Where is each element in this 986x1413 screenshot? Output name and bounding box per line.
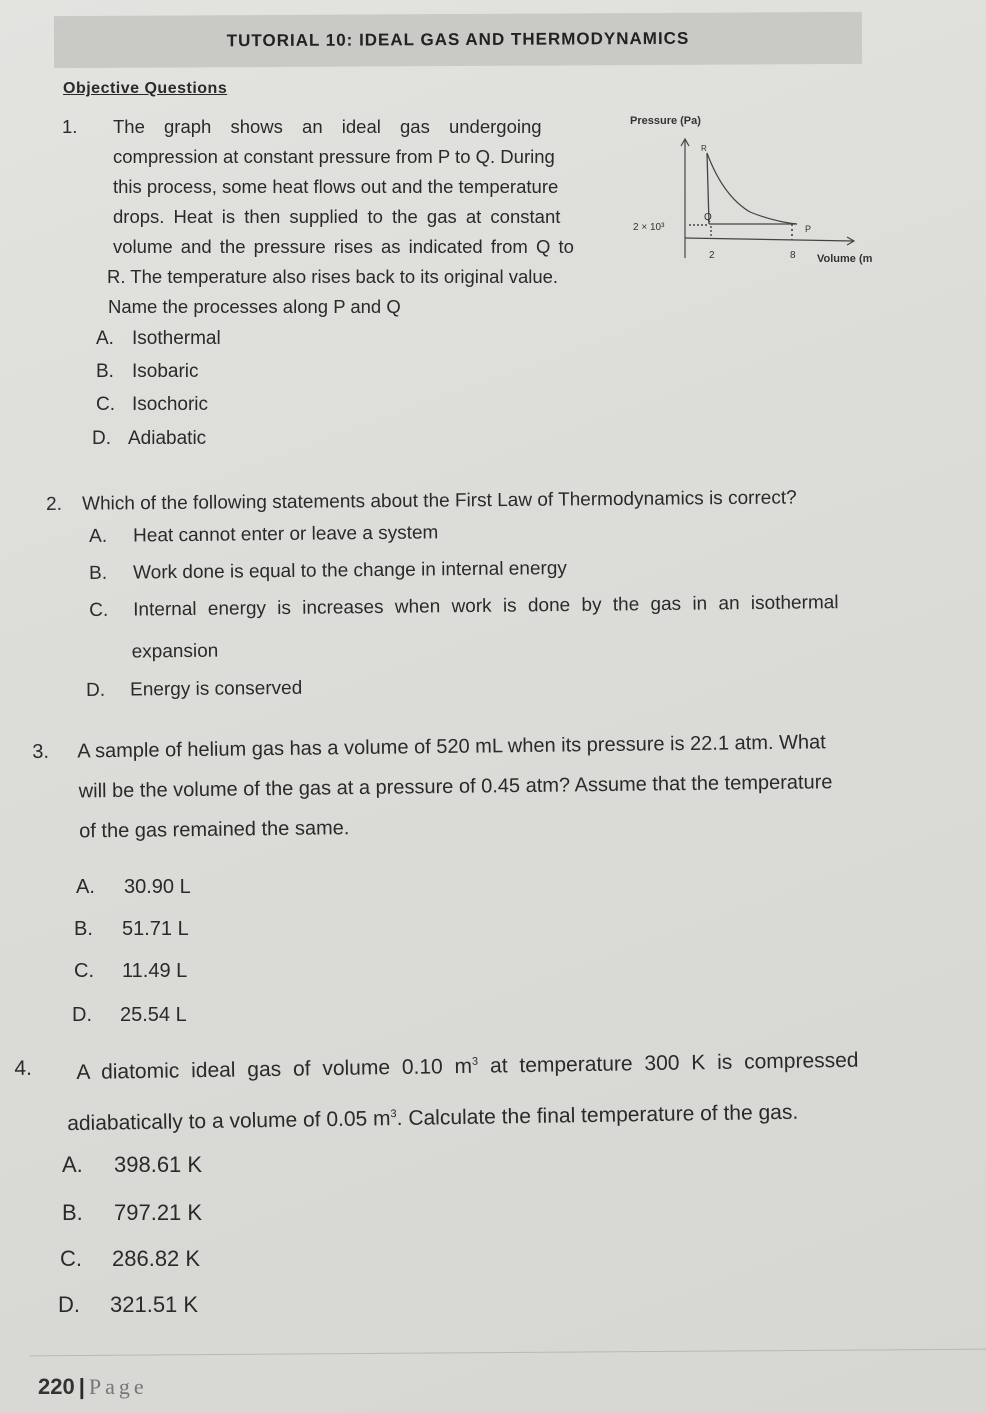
page-footer <box>38 1374 148 1400</box>
question-text-line: The graph shows an ideal gas undergoing <box>113 116 542 137</box>
q3-option-c[interactable] <box>74 960 187 983</box>
x-tick-label: 2 <box>709 250 715 261</box>
q2-option-b[interactable] <box>89 558 567 585</box>
question-1 <box>62 112 612 292</box>
question-text-line: compression at constant pressure from P to Q. During <box>113 146 555 167</box>
option-text: Energy is conserved <box>129 677 303 701</box>
option-text: Internal energy is increases when work is done by the gas in an isothermal <box>133 592 839 621</box>
question-text-line: R. The temperature also rises back to its original value. <box>107 266 559 287</box>
question-number: 2. <box>46 493 63 515</box>
question-text-line: volume and the pressure rises as indicated from Q to <box>113 236 574 257</box>
x-axis-label: Volume (m <box>817 253 873 265</box>
question-text: A diatomic ideal gas of volume 0.10 m <box>76 1054 473 1085</box>
option-text: 30.90 L <box>124 876 191 898</box>
option-letter: C. <box>96 394 115 415</box>
question-2 <box>46 483 797 520</box>
q2-option-a[interactable] <box>89 522 438 548</box>
option-text: Isothermal <box>132 328 221 349</box>
question-text-line: will be the volume of the gas at a pressure of 0.45 atm? Assume that the temperature <box>78 771 833 803</box>
question-text: at temperature 300 K is compressed <box>478 1048 859 1078</box>
q4-option-d[interactable] <box>58 1292 198 1318</box>
section-title: Objective Questions <box>63 80 228 97</box>
option-text: 797.21 K <box>114 1200 203 1225</box>
option-letter: A. <box>89 525 108 547</box>
footer-separator: | <box>78 1374 85 1399</box>
question-4 <box>14 1031 975 1148</box>
superscript: 3 <box>471 1055 479 1068</box>
option-text: Adiabatic <box>128 428 207 449</box>
point-label-p: P <box>805 224 812 234</box>
y-axis-label: Pressure (Pa) <box>630 115 701 127</box>
option-letter: D. <box>72 1004 92 1026</box>
q4-option-c[interactable] <box>60 1246 200 1272</box>
question-text: Which of the following statements about the First Law of Thermodynamics is correct? <box>82 487 797 515</box>
option-letter: A. <box>76 876 95 898</box>
question-text-line: drops. Heat is then supplied to the gas at constant <box>113 206 561 227</box>
option-text: 25.54 L <box>120 1004 187 1026</box>
q3-option-b[interactable] <box>74 918 189 941</box>
q3-option-d[interactable] <box>72 1004 187 1027</box>
option-text-continued: expansion <box>131 640 219 663</box>
option-text: 11.49 L <box>122 960 188 982</box>
option-letter: D. <box>58 1292 80 1317</box>
q1-option-d[interactable] <box>92 428 206 450</box>
x-tick-label: 8 <box>790 250 796 261</box>
header-bar <box>54 12 862 68</box>
question-number: 3. <box>32 740 50 763</box>
option-letter: B. <box>74 918 93 940</box>
q2-option-d[interactable] <box>86 678 302 702</box>
option-text: Isochoric <box>132 394 209 415</box>
superscript: 3 <box>390 1107 397 1121</box>
option-text: 286.82 K <box>112 1246 201 1271</box>
q4-option-a[interactable] <box>62 1152 202 1178</box>
x-axis <box>685 238 853 241</box>
q1-option-b[interactable] <box>96 361 199 383</box>
option-letter: B. <box>96 361 114 382</box>
q1-option-a[interactable] <box>96 328 221 350</box>
question-text-line: of the gas remained the same. <box>79 817 350 843</box>
option-letter: A. <box>62 1152 83 1177</box>
option-letter: C. <box>60 1246 82 1271</box>
option-text: 398.61 K <box>114 1152 203 1177</box>
isotherm-curve <box>707 153 797 224</box>
question-number: 1. <box>62 116 78 137</box>
page-number: 220 <box>38 1374 75 1399</box>
question-number: 4. <box>14 1056 33 1080</box>
option-letter: C. <box>74 960 94 982</box>
option-letter: A. <box>96 328 114 349</box>
point-label-q: Q <box>704 212 712 223</box>
option-text: 321.51 K <box>110 1292 199 1317</box>
option-letter: B. <box>62 1200 83 1225</box>
q1-option-c[interactable] <box>96 394 208 416</box>
question-1-prompt: Name the processes along P and Q <box>108 296 401 317</box>
q4-option-b[interactable] <box>62 1200 202 1226</box>
question-text: . Calculate the final temperature of the gas. <box>396 1100 799 1130</box>
option-letter: B. <box>89 562 108 584</box>
option-letter: D. <box>86 679 106 701</box>
page-title: TUTORIAL 10: IDEAL GAS AND THERMODYNAMICS <box>226 28 690 51</box>
option-text: Work done is equal to the change in internal energy <box>132 557 567 584</box>
question-3 <box>32 721 943 852</box>
page-label: Page <box>88 1374 148 1399</box>
question-text: adiabatically to a volume of 0.05 m <box>67 1107 391 1136</box>
question-text-line: this process, some heat flows out and the temperature <box>113 176 559 197</box>
q3-option-a[interactable] <box>76 876 191 899</box>
y-tick-label: 2 × 10³ <box>633 222 665 233</box>
option-text: Heat cannot enter or leave a system <box>132 522 439 547</box>
option-letter: D. <box>92 428 111 449</box>
point-label-r: R <box>701 144 707 153</box>
question-text-line: A sample of helium gas has a volume of 520 mL when its pressure is 22.1 atm. What <box>77 731 826 763</box>
option-letter: C. <box>89 599 109 621</box>
option-text: 51.71 L <box>122 918 189 940</box>
pv-diagram <box>625 108 895 273</box>
option-text: Isobaric <box>132 361 199 382</box>
q2-option-c[interactable] <box>89 581 920 674</box>
footer-divider <box>30 1349 986 1357</box>
